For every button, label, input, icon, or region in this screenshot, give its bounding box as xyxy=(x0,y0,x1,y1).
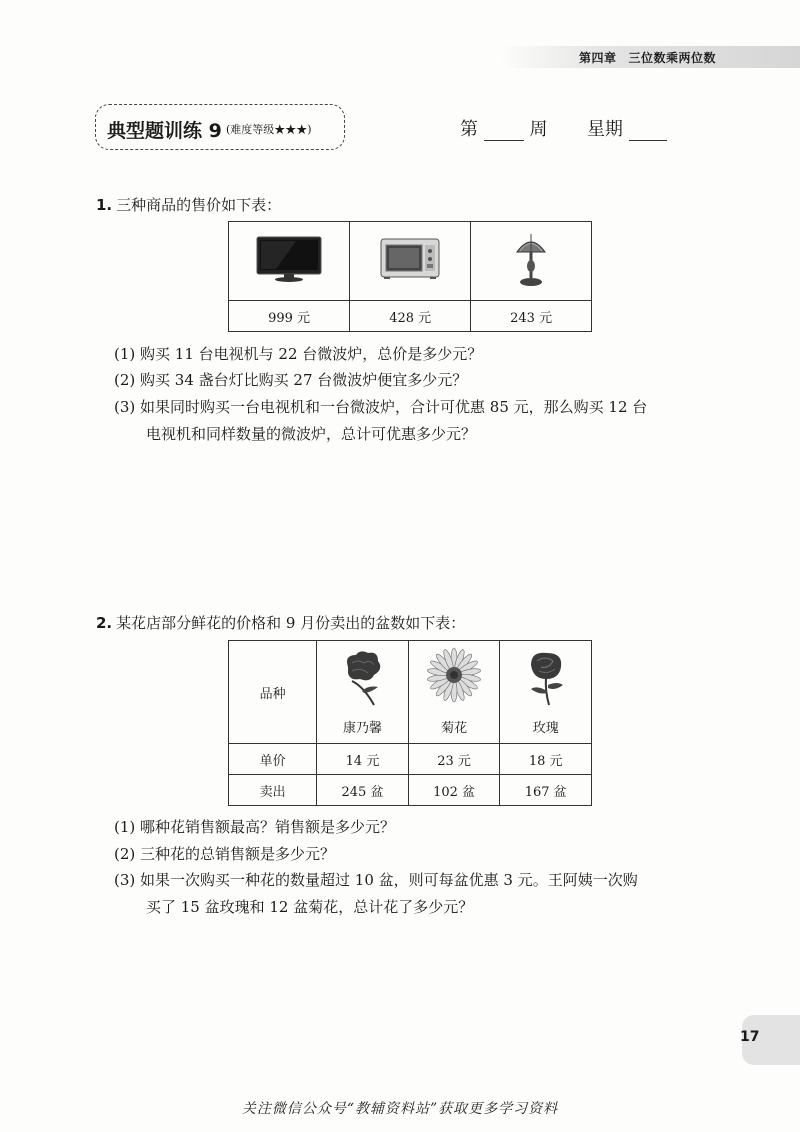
footer-note: 关注微信公众号“教辅资料站”获取更多学习资料 xyxy=(241,1101,559,1117)
flower-price: 14 元 xyxy=(317,744,409,775)
week-fill-in: 第 周 星期 xyxy=(460,115,667,141)
product-cell xyxy=(350,222,471,301)
sub-question: (2) 三种花的总销售额是多少元？ xyxy=(114,845,336,863)
page-title: 典型题训练 9 xyxy=(107,120,222,142)
flower-sold: 167 盆 xyxy=(500,775,592,806)
product-price: 428 元 xyxy=(350,301,471,332)
question-1: 1. 三种商品的售价如下表： xyxy=(96,196,282,214)
sub-question: (3) 如果同时购买一台电视机和一台微波炉，合计可优惠 85 元，那么购买 12 台 xyxy=(114,398,648,416)
flower-sold: 245 盆 xyxy=(317,775,409,806)
lamp-icon xyxy=(511,230,551,288)
product-price: 999 元 xyxy=(229,301,350,332)
sub-question: (1) 购买 11 台电视机与 22 台微波炉，总价是多少元？ xyxy=(114,345,483,363)
week-blank[interactable] xyxy=(484,122,524,141)
flower-sold: 102 盆 xyxy=(408,775,500,806)
flower-price: 18 元 xyxy=(500,744,592,775)
row-header: 单价 xyxy=(229,744,317,775)
row-header: 卖出 xyxy=(229,775,317,806)
flower-price: 23 元 xyxy=(408,744,500,775)
running-header xyxy=(579,49,716,66)
row-header: 品种 xyxy=(229,641,317,744)
carnation-icon xyxy=(338,647,388,707)
flower-table xyxy=(228,640,592,806)
flower-name: 菊花 xyxy=(441,721,468,736)
sub-question-continued: 买了 15 盆玫瑰和 12 盆菊花，总计花了多少元？ xyxy=(146,898,474,916)
flower-cell xyxy=(408,641,500,744)
product-cell xyxy=(229,222,350,301)
sub-question-continued: 电视机和同样数量的微波炉，总计可优惠多少元？ xyxy=(146,425,477,443)
chapter-topic: 三位数乘两位数 xyxy=(628,51,717,65)
microwave-icon xyxy=(380,237,440,281)
product-cell xyxy=(471,222,592,301)
product-price: 243 元 xyxy=(471,301,592,332)
page-number: 17 xyxy=(740,1029,760,1045)
flower-name: 康乃馨 xyxy=(342,721,382,736)
difficulty-label: (难度等级★★★) xyxy=(226,123,312,136)
rose-icon xyxy=(521,647,571,707)
flower-name: 玫瑰 xyxy=(532,721,559,736)
flower-cell xyxy=(500,641,592,744)
chapter-label: 第四章 xyxy=(579,51,617,65)
tv-icon xyxy=(256,236,322,282)
flower-cell xyxy=(317,641,409,744)
sub-question: (3) 如果一次购买一种花的数量超过 10 盆，则可每盆优惠 3 元。王阿姨一次购 xyxy=(114,871,638,889)
sub-question: (1) 哪种花销售额最高？销售额是多少元？ xyxy=(114,818,396,836)
weekday-blank[interactable] xyxy=(629,122,667,141)
chrysanthemum-icon xyxy=(426,647,482,707)
product-price-table xyxy=(228,221,592,332)
sub-question: (2) 购买 34 盏台灯比购买 27 台微波炉便宜多少元？ xyxy=(114,371,468,389)
question-2: 2. 某花店部分鲜花的价格和 9 月份卖出的盆数如下表： xyxy=(96,614,466,632)
